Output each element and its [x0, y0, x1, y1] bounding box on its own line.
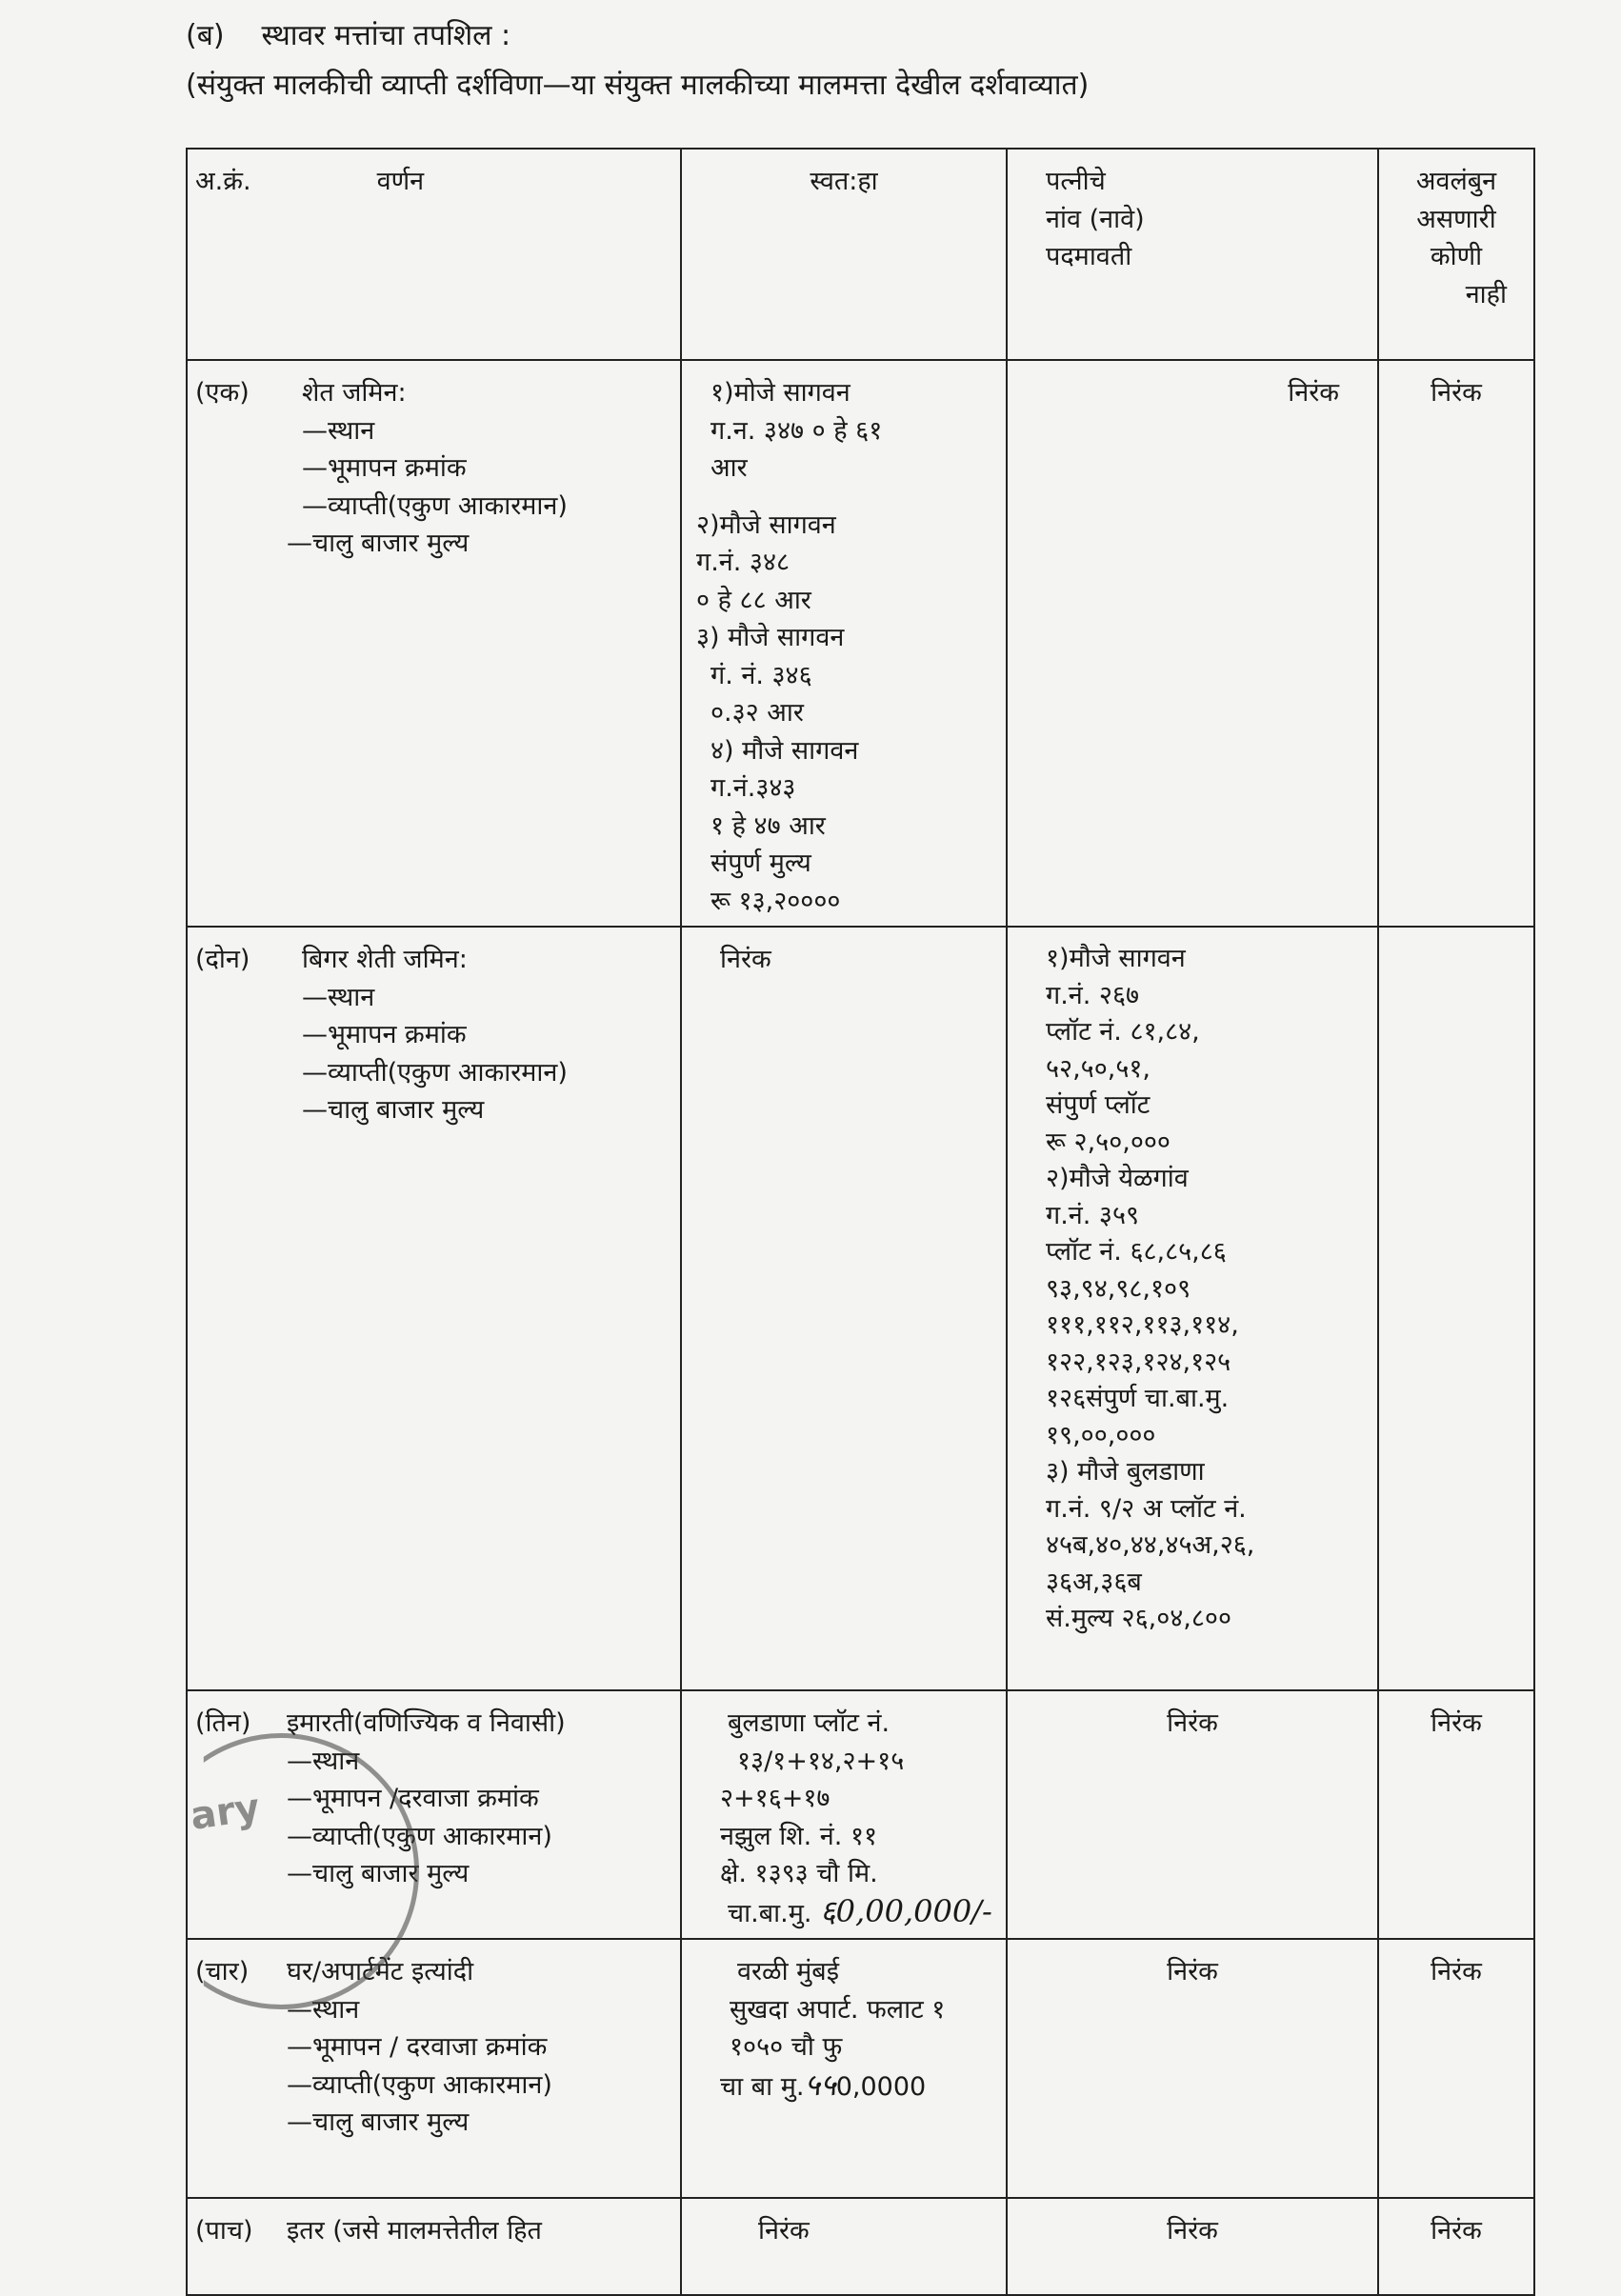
cell-line: १)मौजे सागवन [1046, 944, 1186, 973]
row-self-cell [681, 1939, 1007, 2198]
cell-spacer [710, 488, 998, 507]
header-spouse-line: पत्नीचे [1046, 167, 1106, 196]
row-item: —स्थान [287, 1746, 360, 1776]
cell-line: १३/१+१४,२+१५ [737, 1746, 905, 1776]
cell-line: ४५ब,४०,४४,४५अ,२६, [1046, 1530, 1255, 1560]
row-item: —चालु बाजार मुल्य [287, 529, 470, 558]
cell-line: रू १३,२०००० [710, 886, 841, 916]
cell-line: ०.३२ आर [710, 698, 804, 728]
cell-line: २)मौजे सागवन [696, 509, 836, 540]
cell-line: ग.नं. ९/२ अ प्लॉट नं. [1046, 1493, 1247, 1524]
row-spouse-cell: निरंक [1007, 1939, 1378, 2198]
header-spouse [1007, 149, 1378, 360]
stamp-text: ary [188, 1786, 263, 1839]
cell-line: ग.नं.३४३ [710, 773, 796, 803]
cell-line: १९,००,००० [1046, 1420, 1156, 1450]
header-serial: अ.क्रं. [195, 167, 251, 196]
cell-line: सुखदा अपार्ट. फलाट १ [730, 1994, 946, 2025]
cell-line: ९३,९४,९८,१०९ [1046, 1273, 1191, 1304]
header-description-cell [187, 149, 681, 360]
section-marker: (ब) [186, 19, 225, 52]
row-item: —व्याप्ती(एकुण आकारमान) [287, 2069, 552, 2100]
section-note: (संयुक्त मालकीची व्याप्ती दर्शविणा—या संयुक्त मालकीच्या मालमत्ता देखील दर्शवाव्यात) [186, 69, 1090, 102]
row-dependent-cell: निरंक [1378, 1939, 1534, 2198]
handwritten-value: ५५ [804, 2066, 836, 2103]
immovable-assets-table [186, 148, 1535, 2296]
row-spouse-cell [1007, 927, 1378, 1690]
row-serial: (पाच) [195, 2216, 253, 2246]
cell-line: ३) मौजे बुलडाणा [1046, 1457, 1205, 1487]
header-dependent-line: असणारी [1416, 204, 1496, 234]
row-item: —स्थान [287, 1994, 360, 2025]
cell-line: सं.मुल्य २६,०४,८०० [1046, 1604, 1232, 1633]
header-description: वर्णन [376, 167, 425, 196]
header-self: स्वत:हा [681, 149, 1007, 360]
value-prefix: चा.बा.मु. [728, 1898, 812, 1928]
cell-line: ३) मौजे सागवन [696, 623, 845, 652]
row-title: इतर (जसे मालमत्तेतील हित [287, 2216, 542, 2246]
row-item: —भूमापन /दरवाजा क्रमांक [287, 1784, 539, 1813]
cell-line: ३६अ,३६ब [1046, 1567, 1142, 1597]
row-self-cell [681, 360, 1007, 927]
cell-line: १०५० चौ फु [730, 2032, 843, 2062]
table-row [187, 927, 1534, 1690]
table-row [187, 360, 1534, 927]
row-self-cell: निरंक [681, 2198, 1007, 2295]
header-dependent-line: कोणी [1430, 242, 1483, 271]
table-row [187, 2198, 1534, 2295]
row-description-cell [187, 2198, 681, 2295]
cell-line: २)मौजे येळगांव [1046, 1164, 1189, 1193]
cell-line: २+१६+१७ [720, 1784, 831, 1813]
header-dependent [1378, 149, 1534, 360]
row-title: बिगर शेती जमिन: [302, 945, 468, 974]
cell-line: गं. नं. ३४६ [710, 660, 812, 690]
row-item: —भूमापन क्रमांक [302, 453, 467, 483]
cell-line: वरळी मुंबई [737, 1957, 839, 1987]
cell-line: १ हे ४७ आर [710, 810, 826, 841]
row-serial: (तिन) [195, 1708, 251, 1738]
row-description-cell [187, 927, 681, 1690]
table-header-row [187, 149, 1534, 360]
section-title: स्थावर मत्तांचा तपशिल : [261, 19, 511, 52]
cell-line: १)मोजे सागवन [710, 378, 851, 408]
section-heading [186, 19, 510, 53]
row-item: —भूमापन / दरवाजा क्रमांक [287, 2032, 548, 2062]
cell-line: ५२,५०,५१, [1046, 1053, 1151, 1084]
cell-line: आर [710, 453, 748, 483]
rubber-stamp [143, 1733, 419, 2009]
header-dependent-line: अवलंबुन [1415, 167, 1497, 196]
cell-line: ग.नं. २६७ [1046, 980, 1140, 1010]
row-title: शेत जमिन: [302, 378, 407, 408]
cell-line: ४) मौजे सागवन [710, 735, 859, 766]
cell-line [720, 2066, 998, 2106]
row-dependent-cell [1378, 927, 1534, 1690]
row-spouse-cell: निरंक [1007, 360, 1378, 927]
cell-line: ग.नं. ३४८ [696, 548, 790, 577]
header-dependent-line: नाही [1465, 279, 1507, 309]
row-dependent-cell: निरंक [1378, 1690, 1534, 1939]
row-serial: (एक) [195, 378, 250, 408]
row-item: —स्थान [302, 415, 375, 446]
row-spouse-cell: निरंक [1007, 2198, 1378, 2295]
cell-line: रू २,५०,००० [1046, 1127, 1171, 1157]
row-title: इमारती(वणिज्यिक व निवासी) [287, 1708, 566, 1738]
row-item: —स्थान [302, 982, 375, 1012]
row-item: —चालु बाजार मुल्य [287, 1859, 470, 1888]
handwritten-value: ६0,00,000/- [820, 1892, 992, 1929]
row-item: —भूमापन क्रमांक [302, 1020, 467, 1049]
row-dependent-cell: निरंक [1378, 360, 1534, 927]
cell-line: संपुर्ण मुल्य [710, 849, 811, 878]
row-serial: (दोन) [195, 945, 250, 974]
row-spouse-cell: निरंक [1007, 1690, 1378, 1939]
cell-line: क्षे. १३९३ चौ मि. [720, 1859, 878, 1888]
value-suffix: 0,0000 [835, 2071, 927, 2102]
cell-line: नझुल शि. नं. ११ [720, 1821, 878, 1851]
cell-line: ० हे ८८ आर [696, 585, 811, 615]
row-item: —व्याप्ती(एकुण आकारमान) [302, 1057, 568, 1088]
row-self-cell: निरंक [681, 927, 1007, 1690]
row-self-cell [681, 1690, 1007, 1939]
cell-line: १२२,१२३,१२४,१२५ [1046, 1347, 1231, 1377]
cell-line [728, 1893, 998, 1933]
header-spouse-line: नांव (नावे) [1046, 204, 1145, 234]
cell-line: प्लॉट नं. ६८,८५,८६ [1046, 1237, 1227, 1267]
cell-line: प्लॉट नं. ८१,८४, [1046, 1017, 1200, 1047]
row-title: घर/अपार्टमेंट इत्यांदी [287, 1957, 474, 1987]
header-spouse-name: पदमावती [1046, 242, 1132, 271]
value-prefix: चा बा मु. [720, 2071, 805, 2102]
row-description-cell [187, 360, 681, 927]
table-row [187, 1939, 1534, 2198]
cell-line: ग.नं. ३५९ [1046, 1200, 1140, 1230]
cell-line: बुलडाणा प्लॉट नं. [728, 1708, 891, 1738]
cell-line: १११,११२,११३,११४, [1046, 1310, 1239, 1340]
cell-line: ग.न. ३४७ ० हे ६१ [710, 415, 883, 446]
cell-line: १२६संपुर्ण चा.बा.मु. [1046, 1384, 1230, 1413]
row-item: —चालु बाजार मुल्य [287, 2107, 470, 2137]
row-item: —व्याप्ती(एकुण आकारमान) [287, 1821, 552, 1851]
row-item: —चालु बाजार मुल्य [302, 1095, 485, 1125]
cell-line: संपुर्ण प्लॉट [1046, 1090, 1151, 1120]
row-serial: (चार) [195, 1957, 250, 1987]
row-dependent-cell: निरंक [1378, 2198, 1534, 2295]
row-item: —व्याप्ती(एकुण आकारमान) [302, 490, 568, 521]
